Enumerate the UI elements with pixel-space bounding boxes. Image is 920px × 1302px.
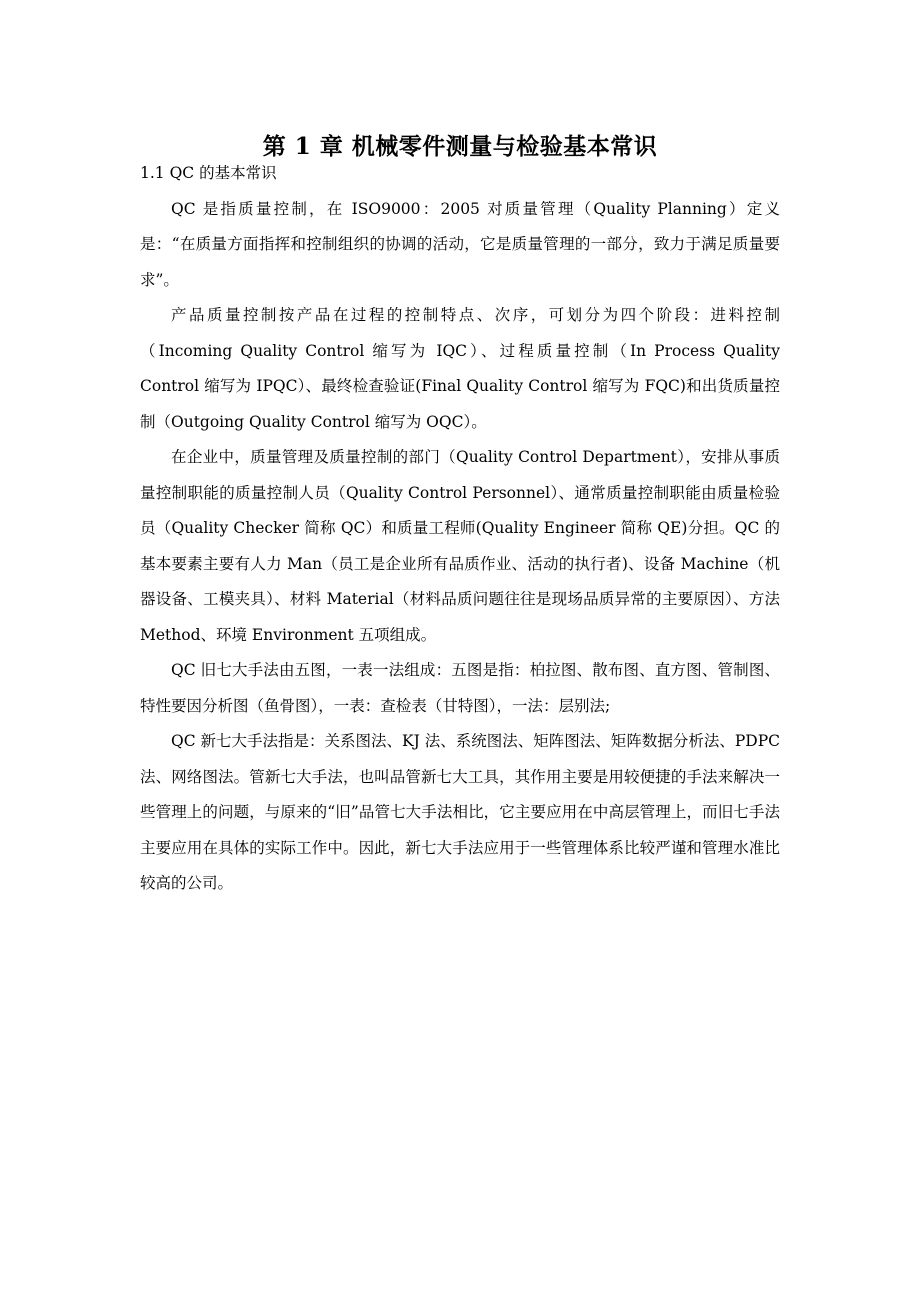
paragraph-new-seven-tools: QC 新七大手法指是：关系图法、KJ 法、系统图法、矩阵图法、矩阵数据分析法、PDPC 法、网络图法。管新七大手法，也叫品管新七大工具，其作用主要是用较便捷的手法来解决一些管理上的问题，与原来的“旧”品管七大手法相比，它主要应用在中高层管理上，而旧七手法主要应用在具体的实际工作中。因此，新七大手法应用于一些管理体系比较严谨和管理水准比较高的公司。 bbox=[140, 732, 780, 892]
document-body bbox=[140, 156, 780, 902]
paragraph-old-seven-tools: QC 旧七大手法由五图，一表一法组成：五图是指：柏拉图、散布图、直方图、管制图、特性要因分析图（鱼骨图），一表：查检表（甘特图），一法：层别法; bbox=[140, 661, 780, 715]
paragraph-qc-stages: 产品质量控制按产品在过程的控制特点、次序，可划分为四个阶段：进料控制（Incoming Quality Control 缩写为 IQC）、过程质量控制（In Process Quality Control 缩写为 IPQC）、最终检查验证(Final Quality Control 缩写为 FQC)和出货质量控制（Outgoing Quality Control 缩写为 OQC）。 bbox=[140, 306, 780, 431]
chapter-title: 第 1 章 机械零件测量与检验基本常识 bbox=[262, 133, 658, 161]
section-heading: 1.1 QC 的基本常识 bbox=[140, 164, 277, 182]
paragraph-qc-department: 在企业中，质量管理及质量控制的部门（Quality Control Department），安排从事质量控制职能的质量控制人员（Quality Control Personnel）、通常质量控制职能由质量检验员（Quality Checker 简称 QC）和质量工程师(Quality Engineer 简称 QE)分担。QC 的基本要素主要有人力 Man（员工是企业所有品质作业、活动的执行者)、设备 Machine（机器设备、工模夹具）、材料 Material（材料品质问题往往是现场品质异常的主要原因）、方法 Method、环境 Environment 五项组成。 bbox=[140, 448, 780, 644]
paragraph-qc-definition: QC 是指质量控制，在 ISO9000：2005 对质量管理（Quality Planning）定义是：“在质量方面指挥和控制组织的协调的活动，它是质量管理的一部分，致力于满足质量要求”。 bbox=[140, 199, 780, 289]
